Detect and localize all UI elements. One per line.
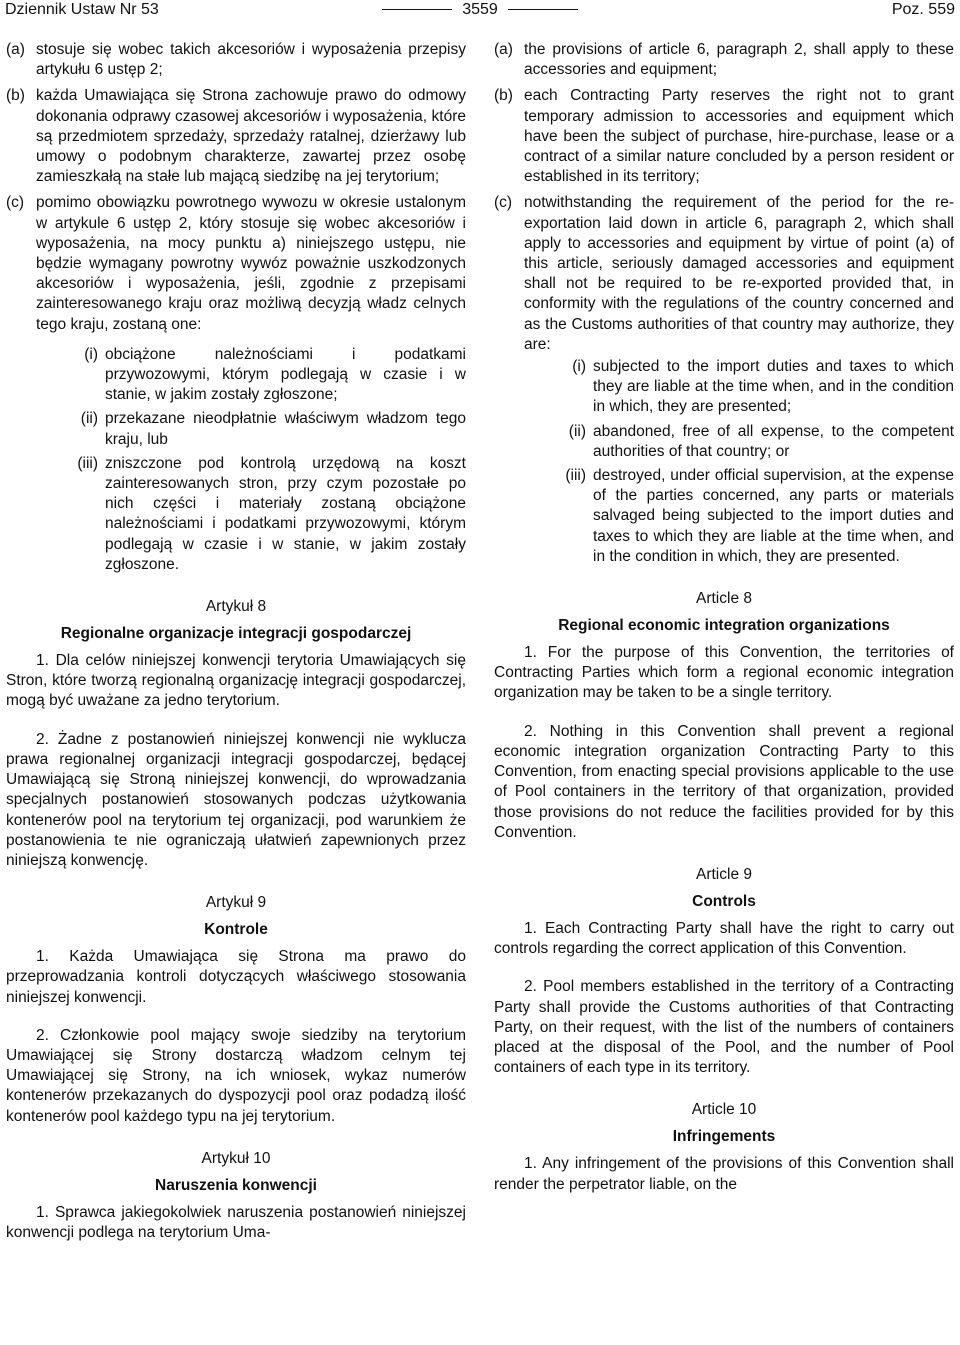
list-item (494, 40, 954, 80)
sub-item-label: (i) (572, 358, 586, 376)
sub-item (36, 454, 466, 575)
paragraph: 1. Dla celów niniejszej konwencji terytoria Umawiających się Stron, które tworzą regionalną organizację integracji gospodarczej, mogą być uważane za jedno terytorium. (6, 652, 466, 710)
paragraph: 2. Żadne z postanowień niniejszej konwencji nie wyklucza prawa regionalnej organizacji integracji gospodarczej, będącej Umawiającą się Stroną niniejszej konwencji, do wprowadzania specjalnych postanowień stosowanych podczas użytkowania kontenerów pool na terytorium tej organizacji, pod warunkiem że postanowienia te nie ograniczają ułatwień zapewnionych przez niniejszą konwencję. (6, 730, 466, 869)
article-heading: Regional economic integration organizations (558, 617, 890, 635)
item-label: (b) (494, 87, 513, 105)
list-item (494, 86, 954, 187)
item-text: stosuje się wobec takich akcesoriów i wyposażenia przepisy artykułu 6 ustęp 2; (36, 41, 466, 79)
article-title: Article 9 (696, 865, 752, 883)
item-text: the provisions of article 6, paragraph 2, shall apply to these accessories and equipment; (524, 41, 954, 79)
paragraph: 2. Członkowie pool mający swoje siedziby na terytorium Umawiającej się Strony dostarczą władzom celnym tej Umawiającej się Strony, na ich wniosek, wykaz numerów kontenerów przekazanych do dyspozycji pool oraz podadzą ilość kontenerów pool każdego typu na jej terytorium. (6, 1026, 466, 1125)
sub-item-text: zniszczone pod kontrolą urzędową na koszt zainteresowanych stron, przy czym pozostałe po nich części i materiały zostaną obciążone należnościami i podatkami przywozowymi, którym podlegają w czasie i w stanie, w jakim zostały zgłoszone. (105, 454, 466, 573)
page-header (0, 0, 960, 20)
position-number: Poz. 559 (891, 1, 955, 18)
article-title: Article 8 (696, 590, 752, 608)
sub-item-text: obciążone należnościami i podatkami przywozowymi, którym podlegają w czasie i w stanie, w jakim zostały zgłoszone; (105, 345, 466, 404)
header-rule-right (508, 9, 578, 10)
item-label: (a) (6, 41, 25, 58)
sub-list (36, 345, 466, 575)
english-column (494, 40, 954, 1195)
sub-item-text: destroyed, under official supervision, at the expense of the parties concerned, any parts or materials salvaged being subjected to the import duties and taxes to which they are liable at the time when, and in the condition in which, they are presented. (593, 467, 954, 565)
article-heading: Naruszenia konwencji (155, 1176, 317, 1194)
item-label: (c) (494, 194, 513, 212)
sub-item (524, 466, 954, 567)
polish-column (6, 40, 466, 1243)
page-number (0, 0, 960, 20)
article-heading: Regionalne organizacje integracji gospodarczej (60, 625, 412, 643)
list-item (6, 193, 466, 575)
sub-item-text: przekazane nieodpłatnie właściwym władzom tego kraju, lub (105, 410, 466, 448)
item-text: each Contracting Party reserves the right not to grant temporary admission to accessories and equipment which have been the subject of purchase, hire-purchase, lease or a contract of a similar nature concluded by a person resident or established in its territory; (524, 87, 954, 186)
sub-item-label: (i) (84, 345, 98, 363)
sub-item-text: subjected to the import duties and taxes to which they are liable at the time when, and in the condition in which, they are presented; (593, 358, 954, 416)
article-title: Artykuł 8 (205, 598, 267, 616)
paragraph: 1. Sprawca jakiegokolwiek naruszenia postanowień niniejszej konwencji podlega na terytorium Uma- (6, 1203, 466, 1241)
paragraph: 1. Każda Umawiająca się Strona ma prawo do przeprowadzania kontroli dotyczących właściwego stosowania niniejszej konwencji. (6, 948, 466, 1006)
article-heading: Kontrole (204, 921, 268, 939)
journal-title: Dziennik Ustaw Nr 53 (5, 1, 159, 18)
item-text: notwithstanding the requirement of the period for the re-exportation laid down in article 6, paragraph 2, which shall apply to accessories and equipment by virtue of point (a) of this article, seriously damaged accessories and equipment shall not be required to be re-exported provided that, in conformity with the regulations of the country concerned and as the Customs authorities of that country may authorize, they are: (524, 194, 954, 353)
sub-item-text: abandoned, free of all expense, to the competent authorities of that country; or (593, 422, 954, 460)
item-label: (a) (494, 41, 513, 58)
sub-item-label: (ii) (80, 410, 98, 428)
sub-list (524, 357, 954, 567)
list-item (494, 193, 954, 567)
paragraph: 2. Nothing in this Convention shall prevent a regional economic integration organization Contracting Party to this Convention, from enacting special provisions applicable to the use of Pool containers in the territory of that organization, provided those provisions do not reduce the facilities provided for by this Convention. (494, 722, 954, 841)
article-heading: Infringements (672, 1128, 776, 1146)
item-label: (b) (6, 87, 25, 105)
item-label: (c) (6, 194, 25, 212)
article-title: Artykuł 10 (201, 1149, 271, 1167)
list-item (6, 40, 466, 80)
paragraph: 2. Pool members established in the territory of a Contracting Party shall provide the Customs authorities of that Contracting Party, on their request, with the list of the numbers of containers placed at the disposal of the Pool, and the number of Pool containers of each type in its territory. (494, 978, 954, 1077)
item-text: pomimo obowiązku powrotnego wywozu w okresie ustalonym w artykule 6 ustęp 2, który stosuje się wobec akcesoriów i wyposażenia, na mocy punktu a) niniejszego ustępu, nie będzie wymagany powrotny wywóz poważnie uszkodzonych akcesoriów i wyposażenia, jeśli, zgodnie z przepisami zainteresowanego kraju oraz możliwą decyzją władz celnych tego kraju, zostaną one: (36, 194, 466, 333)
sub-item (36, 345, 466, 406)
header-rule-left (382, 9, 452, 10)
sub-item (524, 422, 954, 462)
sub-item (36, 409, 466, 449)
article-title: Article 10 (691, 1101, 757, 1119)
paragraph: 1. Any infringement of the provisions of this Convention shall render the perpetrator liable, on the (494, 1155, 954, 1193)
article-heading: Controls (692, 892, 756, 910)
paragraph: 1. For the purpose of this Convention, the territories of Contracting Parties which form a regional economic integration organization may be taken to be a single territory. (494, 644, 954, 702)
sub-item-label: (ii) (568, 422, 586, 440)
page-number-text: 3559 (462, 1, 498, 18)
sub-item-label: (iii) (565, 467, 586, 485)
list-item (6, 86, 466, 187)
paragraph: 1. Each Contracting Party shall have the right to carry out controls regarding the correct application of this Convention. (494, 919, 954, 958)
sub-item-label: (iii) (77, 454, 98, 472)
sub-item (524, 357, 954, 418)
article-title: Artykuł 9 (205, 894, 267, 912)
item-text: każda Umawiająca się Strona zachowuje prawo do odmowy dokonania odprawy czasowej akcesoriów i wyposażenia, które są przedmiotem sprzedaży, sprzedaży ratalnej, dzierżawy lub umowy o podobnym charakterze, zawartej przez osobę zamieszkałą na stałe lub mającą siedzibę na jej terytorium; (36, 87, 466, 186)
